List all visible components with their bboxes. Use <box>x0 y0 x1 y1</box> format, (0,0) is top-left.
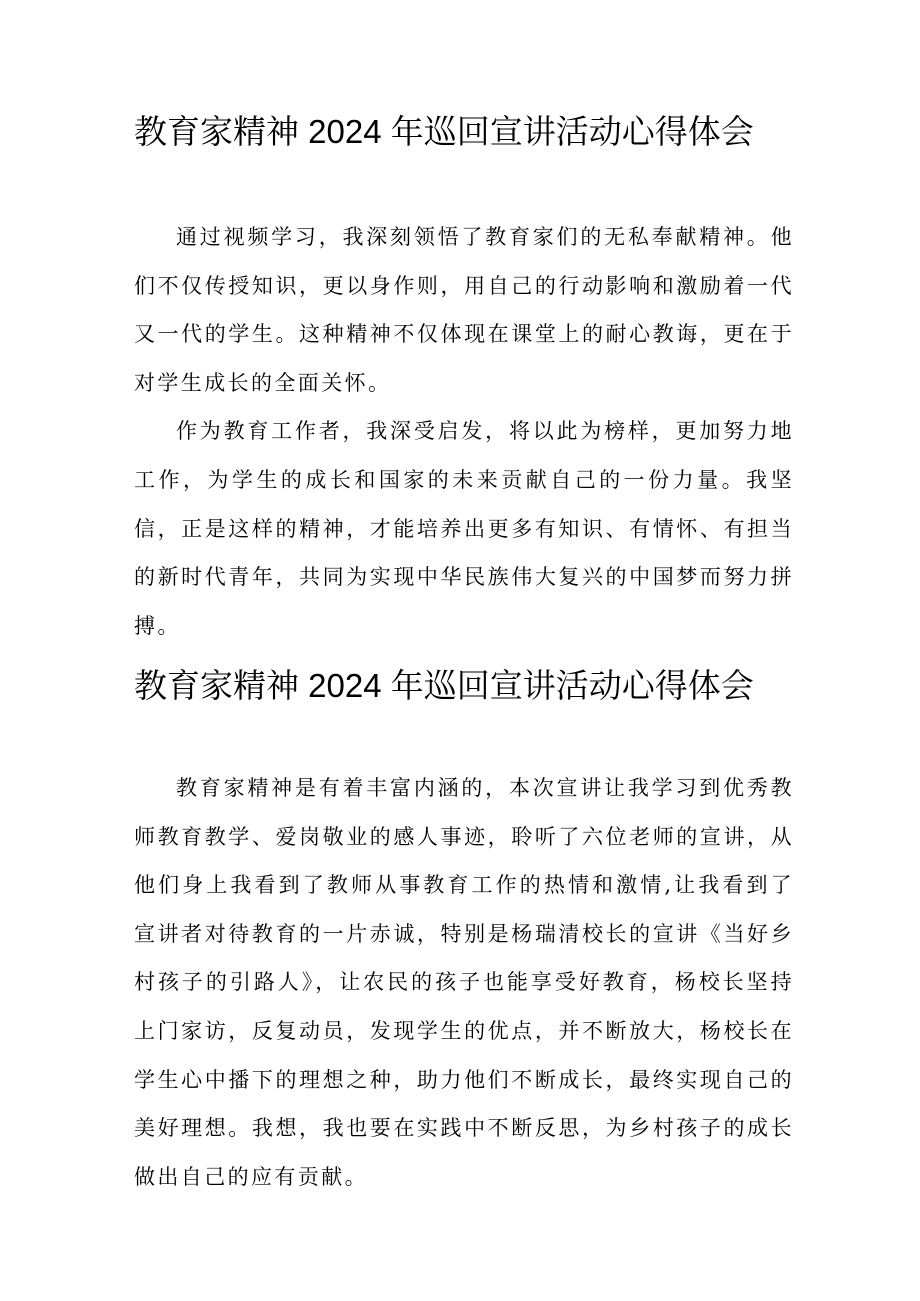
body-paragraph: 作为教育工作者，我深受启发，将以此为榜样，更加努力地工作，为学生的成长和国家的未来贡献自己的一份力量。我坚信，正是这样的精神，才能培养出更多有知识、有情怀、有担当的新时代青年，共同为实现中华民族伟大复兴的中国梦而努力拼搏。 <box>134 419 794 638</box>
section-title: 教育家精神 2024 年巡回宣讲活动心得体会 <box>134 113 754 150</box>
body-paragraph: 通过视频学习，我深刻领悟了教育家们的无私奉献精神。他们不仅传授知识，更以身作则，用自己的行动影响和激励着一代又一代的学生。这种精神不仅体现在课堂上的耐心教诲，更在于对学生成长的全面关怀。 <box>134 225 794 395</box>
essay-section-2 <box>134 662 794 1201</box>
body-paragraph: 教育家精神是有着丰富内涵的，本次宣讲让我学习到优秀教师教育教学、爱岗敬业的感人事迹，聆听了六位老师的宣讲，从他们身上我看到了教师从事教育工作的热情和激情,让我看到了宣讲者对待教育的一片赤诚，特别是杨瑞清校长的宣讲《当好乡村孩子的引路人》，让农民的孩子也能享受好教育，杨校长坚持上门家访，反复动员，发现学生的优点，并不断放大，杨校长在学生心中播下的理想之种，助力他们不断成长，最终实现自己的美好理想。我想，我也要在实践中不断反思，为乡村孩子的成长做出自己的应有贡献。 <box>134 776 794 1189</box>
section-title: 教育家精神 2024 年巡回宣讲活动心得体会 <box>134 667 754 704</box>
essay-section-1 <box>134 108 794 650</box>
